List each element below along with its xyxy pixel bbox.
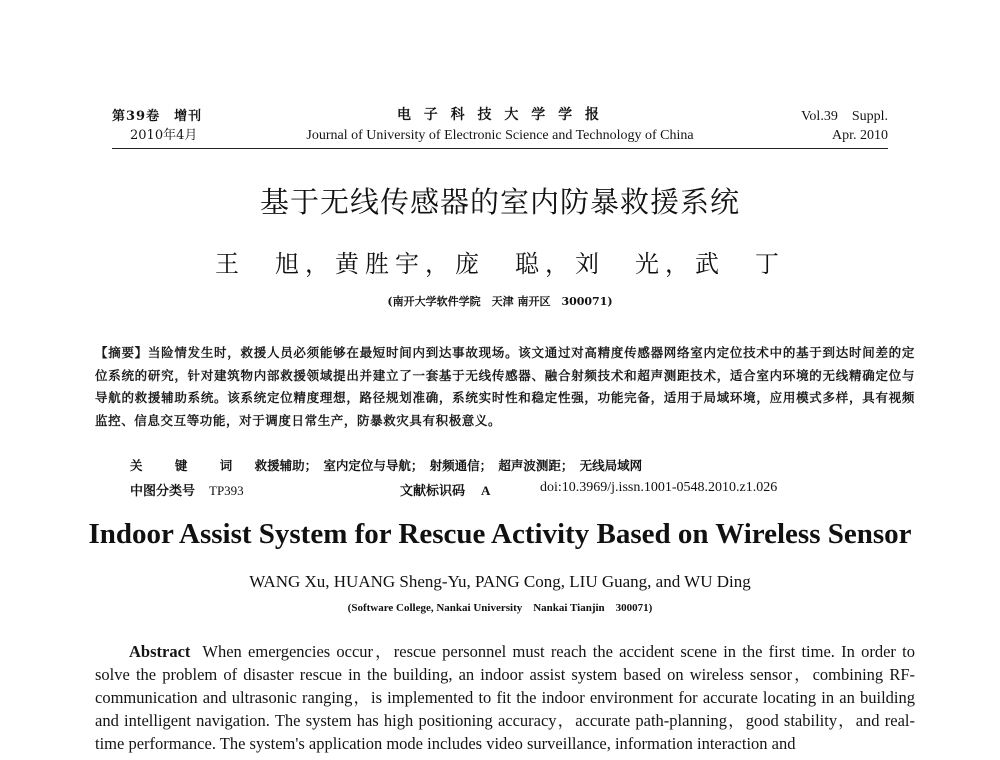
abstract-text-cn: 当险情发生时，救援人员必须能够在最短时间内到达事故现场。该文通过对高精度传感器网络室内定位技术中的基于到达时间差的定位系统的研究，针对建筑物内部救援领域提出并建立了一套基于无线传感器、融合射频技术和超声测距技术，适合室内环境的无线精确定位与导航的救援辅助系统。该系统定位精度理想，路径规划准确，系统实时性和稳定性强，功能完备，适用于局域环境，应用模式多样，具有视频监控、信息交互等功能，对于调度日常生产，防暴救灾具有积极意义。 (95, 345, 915, 428)
header-divider (112, 148, 888, 149)
keywords-label-cn: 关 键 词 (130, 458, 247, 473)
authors-en: WANG Xu, HUANG Sheng-Yu, PANG Cong, LIU Guang, and WU Ding (249, 572, 751, 591)
journal-date-en: Apr. 2010 (832, 128, 888, 143)
keywords-cn (130, 456, 642, 474)
doi: doi:10.3969/j.issn.1001-0548.2010.z1.026 (540, 480, 778, 495)
document-code-value: A (481, 483, 491, 498)
abstract-cn (95, 342, 915, 432)
journal-name-cn: 电 子 科 技 大 学 学 报 (396, 107, 604, 123)
affiliation-cn: (南开大学软件学院 天津 南开区 300071) (387, 295, 613, 308)
authors-cn: 王 旭，黄胜宇，庞 聪，刘 光，武 丁 (215, 250, 785, 278)
paper-title-cn: 基于无线传感器的室内防暴救援系统 (259, 185, 740, 219)
abstract-label-en: Abstract (129, 642, 191, 661)
keywords-text-cn: 救援辅助； 室内定位与导航； 射频通信； 超声波测距； 无线局域网 (254, 458, 643, 473)
document-code-cn (400, 480, 490, 499)
document-code-label: 文献标识码 (400, 484, 466, 499)
journal-volume-cn: 第39卷 增刊 (112, 109, 203, 124)
classification-cn (130, 480, 244, 499)
abstract-label-cn: 【摘要】 (95, 345, 148, 360)
abstract-text-en: When emergencies occur，rescue personnel must reach the accident scene in the first time. In order to solve the problem of disaster rescue in the building, an indoor assist system based on wireless sensor，combining RF-communication and ultrasonic ranging，is implemented to fit the indoor environment for accurate locating in an building and intelligent navigation. The system has high positioning accuracy，accurate path-planning，good stability，and real-time performance. The system's application mode includes video surveillance, information interaction and (95, 642, 915, 753)
paper-title-en: Indoor Assist System for Rescue Activity Based on Wireless Sensor (88, 518, 912, 550)
journal-volume-en: Vol.39 Suppl. (801, 109, 888, 124)
journal-date-cn: 2010年4月 (130, 128, 198, 143)
journal-name-en: Journal of University of Electronic Science and Technology of China (306, 128, 694, 143)
affiliation-en: (Software College, Nankai University Nankai Tianjin 300071) (347, 602, 653, 614)
classification-value: TP393 (209, 483, 244, 498)
abstract-en (95, 640, 915, 755)
classification-label: 中图分类号 (130, 484, 196, 499)
